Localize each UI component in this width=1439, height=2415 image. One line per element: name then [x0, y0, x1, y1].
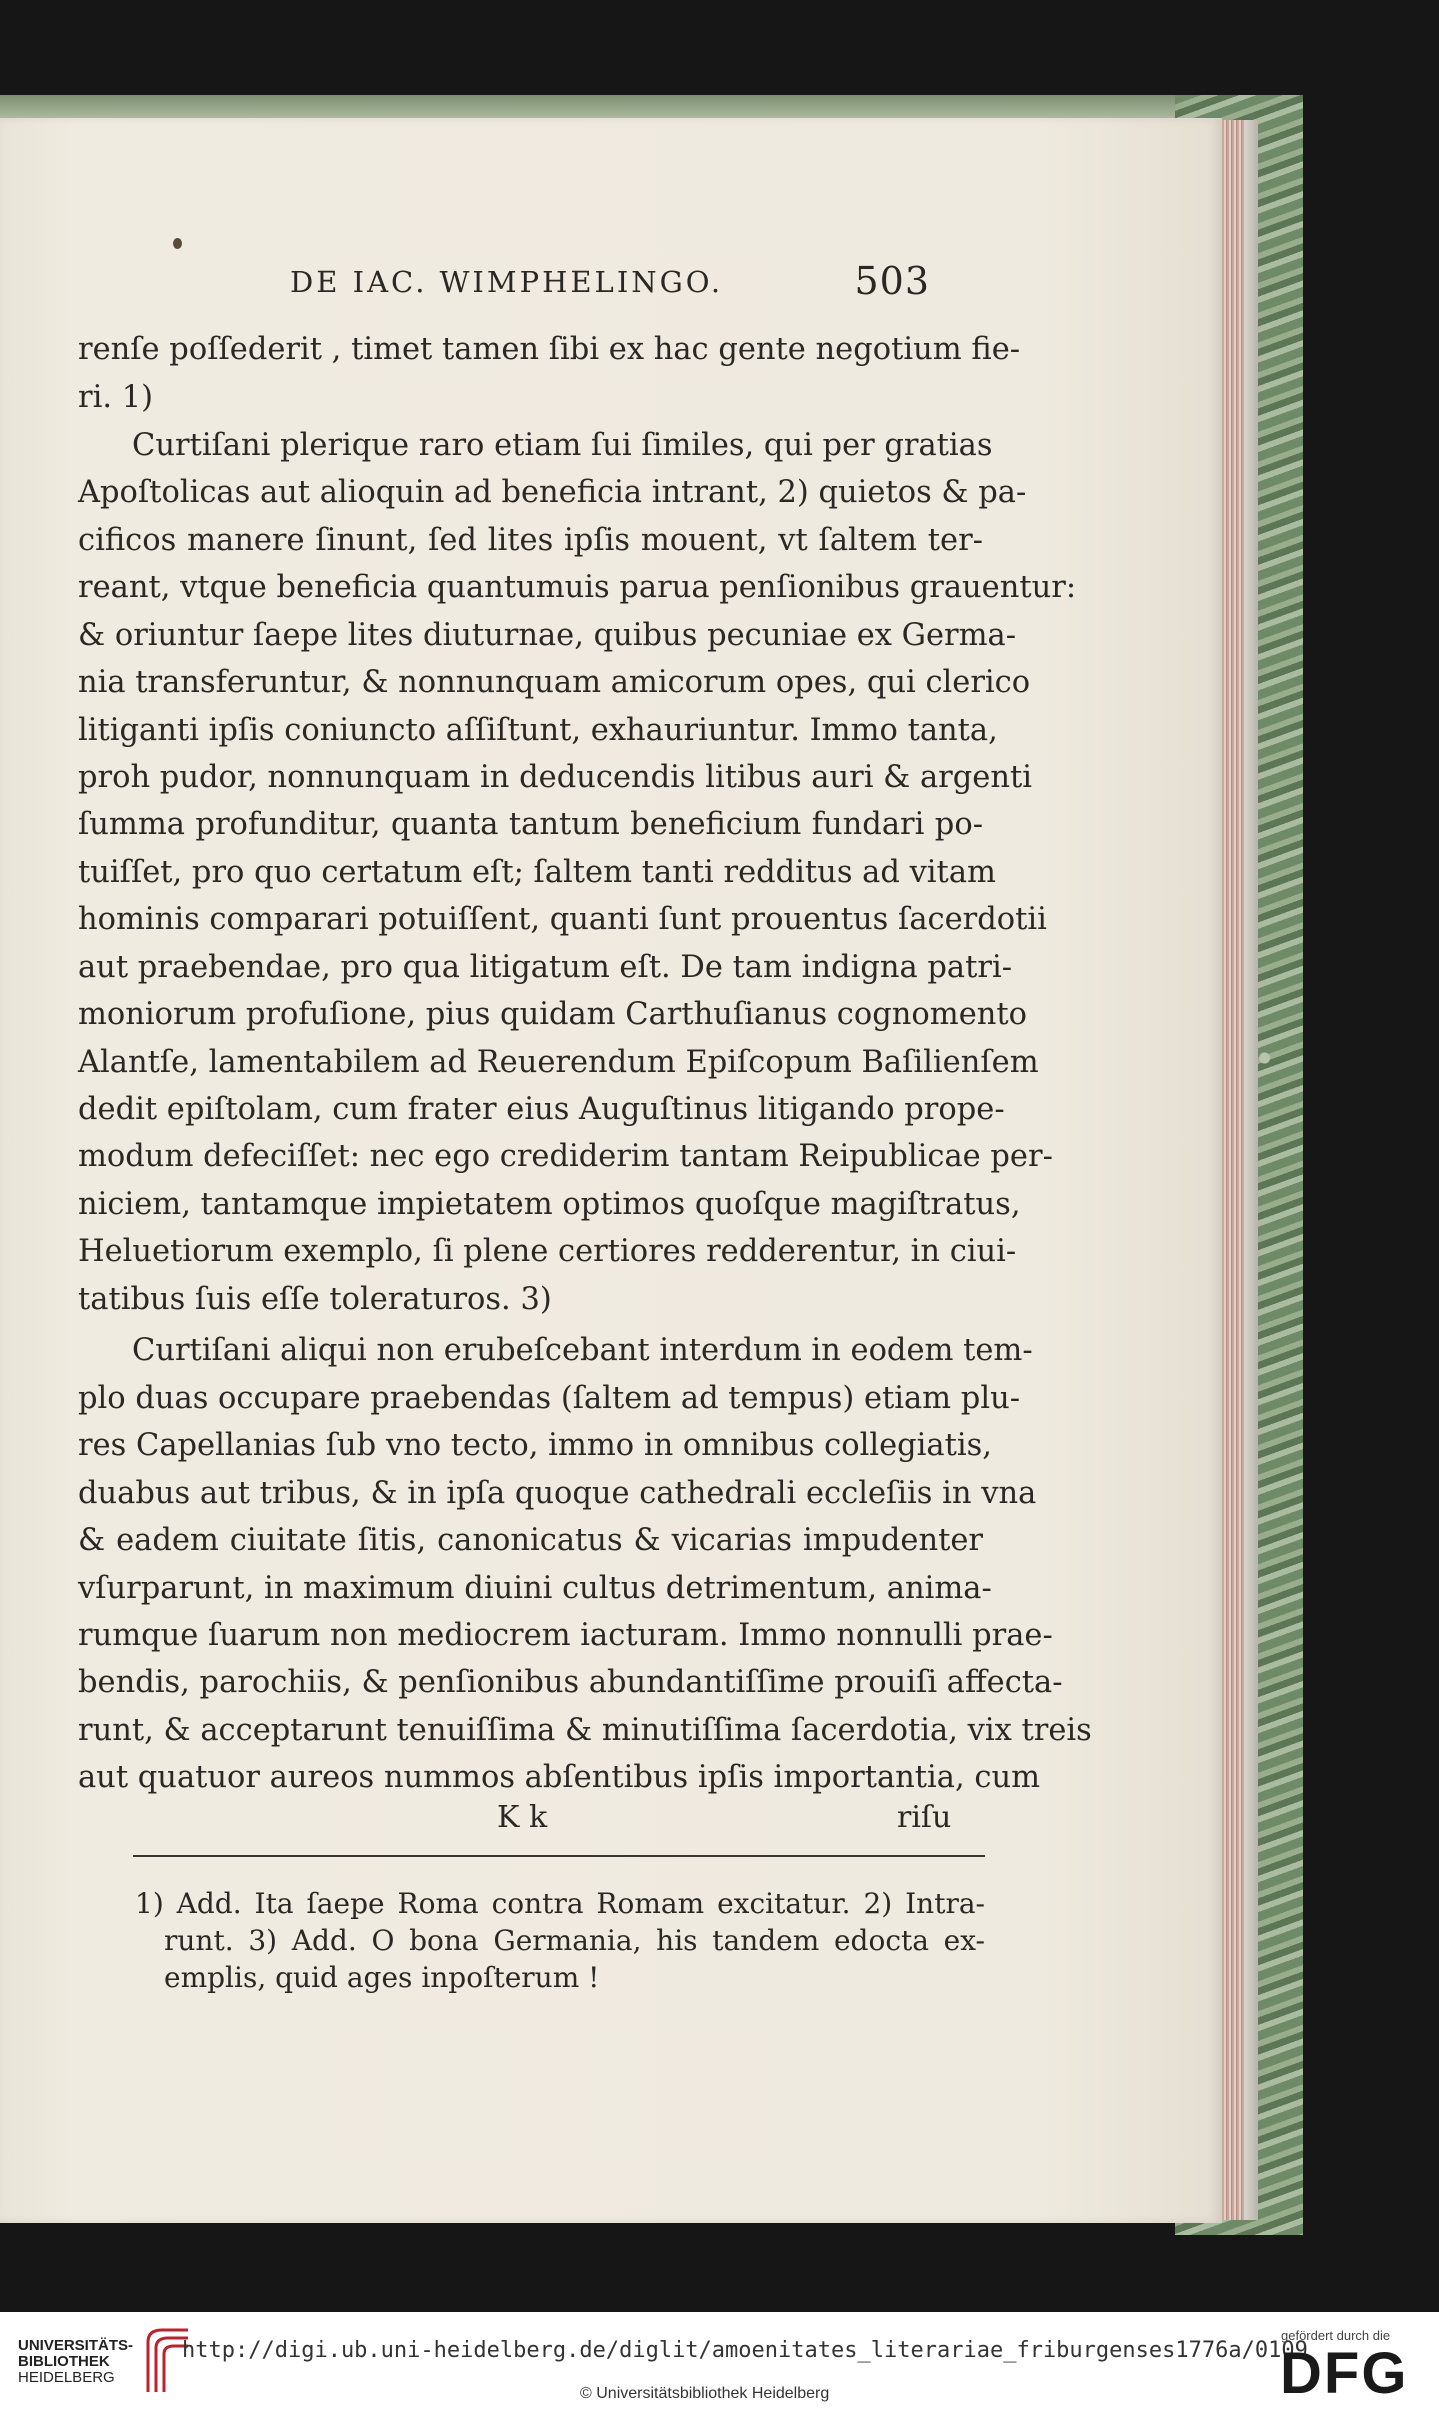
text-line: runt, & acceptarunt tenuiſſima & minutiſſima ſacerdotia, vix treis [78, 1713, 1092, 1748]
text-line: & oriuntur ſaepe lites diuturnae, quibus pecuniae ex Germa- [78, 618, 1017, 653]
text-line: Curtiſani plerique raro etiam ſui ſimiles, qui per gratias [132, 428, 993, 463]
text-line: aut quatuor aureos nummos abſentibus ipſis importantia, cum [78, 1760, 1041, 1795]
footnote-line: emplis, quid ages inpoſterum ! [164, 1961, 600, 1994]
funder-note: gefördert durch die [1281, 2328, 1391, 2343]
text-line: Apoſtolicas aut alioquin ad beneficia intrant, 2) quietos & pa- [78, 475, 1027, 510]
text-line: modum defeciſſet: nec ego crediderim tantam Reipublicae per- [78, 1139, 1053, 1174]
footnote-divider [133, 1855, 985, 1857]
copyright-notice: © Universitätsbibliothek Heidelberg [580, 2385, 830, 2402]
text-line: dedit epiſtolam, cum frater eius Auguſtinus litigando prope- [78, 1092, 1005, 1127]
text-line: duabus aut tribus, & in ipſa quoque cathedrali eccleſiis in vna [78, 1476, 1037, 1511]
signature-mark: K k [497, 1800, 548, 1835]
text-line: & eadem ciuitate ſitis, canonicatus & vicarias impudenter [78, 1523, 983, 1558]
text-line: litiganti ipſis coniuncto aſſiſtunt, exhauriuntur. Immo tanta, [78, 713, 998, 748]
page-fold-shadow [1244, 120, 1258, 2220]
library-name-line: HEIDELBERG [18, 2369, 115, 2386]
footnote-line: 1) Add. Ita ſaepe Roma contra Romam excitatur. 2) Intra- [135, 1887, 985, 1920]
text-line: ri. 1) [78, 380, 154, 415]
text-line: tuiſſet, pro quo certatum eſt; ſaltem tanti redditus ad vitam [78, 855, 996, 890]
text-line: Curtiſani aliqui non erubeſcebant interdum in eodem tem- [132, 1333, 1033, 1368]
text-line: rumque ſuarum non mediocrem iacturam. Immo nonnulli prae- [78, 1618, 1053, 1653]
library-name [18, 2338, 138, 2386]
text-line: cificos manere ſinunt, ſed lites ipſis mouent, vt ſaltem ter- [78, 523, 983, 558]
running-head [290, 259, 930, 305]
text-line: bendis, parochiis, & penſionibus abundantiſſime prouiſi affecta- [78, 1665, 1063, 1700]
text-line: Heluetiorum exemplo, ſi plene certiores redderentur, in ciui- [78, 1234, 1017, 1269]
text-line: proh pudor, nonnunquam in deducendis litibus auri & argenti [78, 760, 1032, 795]
text-line: plo duas occupare praebendas (ſaltem ad tempus) etiam plu- [78, 1381, 1021, 1416]
dfg-logo: DFG [1280, 2341, 1409, 2406]
text-line: nia transferuntur, & nonnunquam amicorum opes, qui clerico [78, 665, 1031, 700]
library-footer [0, 2312, 1439, 2415]
footnote-line: runt. 3) Add. O bona Germania, his tandem edocta ex- [164, 1924, 985, 1957]
text-line: hominis comparari potuiſſent, quanti ſunt prouentus ſacerdotii [78, 902, 1047, 937]
text-line: ſumma profunditur, quanta tantum beneficium fundari po- [78, 807, 983, 842]
text-line: moniorum profuſione, pius quidam Carthuſianus cognomento [78, 997, 1027, 1032]
text-line: Alantſe, lamentabilem ad Reuerendum Epiſcopum Baſilienſem [78, 1045, 1039, 1080]
text-line: tatibus ſuis eſſe toleraturos. 3) [78, 1282, 552, 1317]
page-number: 503 [854, 259, 930, 303]
document-url-link[interactable]: http://digi.ub.uni-heidelberg.de/diglit/amoenitates_literariae_friburgenses1776a/0109 [182, 2338, 1308, 2363]
text-line: niciem, tantamque impietatem optimos quoſque magiſtratus, [78, 1187, 1021, 1222]
library-name-line: BIBLIOTHEK [18, 2353, 110, 2370]
text-line: aut praebendae, pro qua litigatum eſt. De tam indigna patri- [78, 950, 1013, 985]
ink-blot [173, 238, 182, 249]
running-head-title: DE IAC. WIMPHELINGO. [290, 265, 724, 299]
text-line: reant, vtque beneficia quantumuis parua penſionibus grauentur: [78, 570, 1077, 605]
signature-line [0, 1800, 1222, 1840]
text-line: vſurparunt, in maximum diuini cultus detrimentum, anima- [78, 1571, 992, 1606]
page-stack-edge [1222, 120, 1244, 2220]
catchword: riſu [897, 1800, 952, 1835]
library-name-line: UNIVERSITÄTS- [18, 2337, 134, 2354]
text-line: res Capellanias ſub vno tecto, immo in omnibus collegiatis, [78, 1428, 992, 1463]
text-line: renſe poſſederit , timet tamen ſibi ex hac gente negotium fie- [78, 332, 1021, 367]
